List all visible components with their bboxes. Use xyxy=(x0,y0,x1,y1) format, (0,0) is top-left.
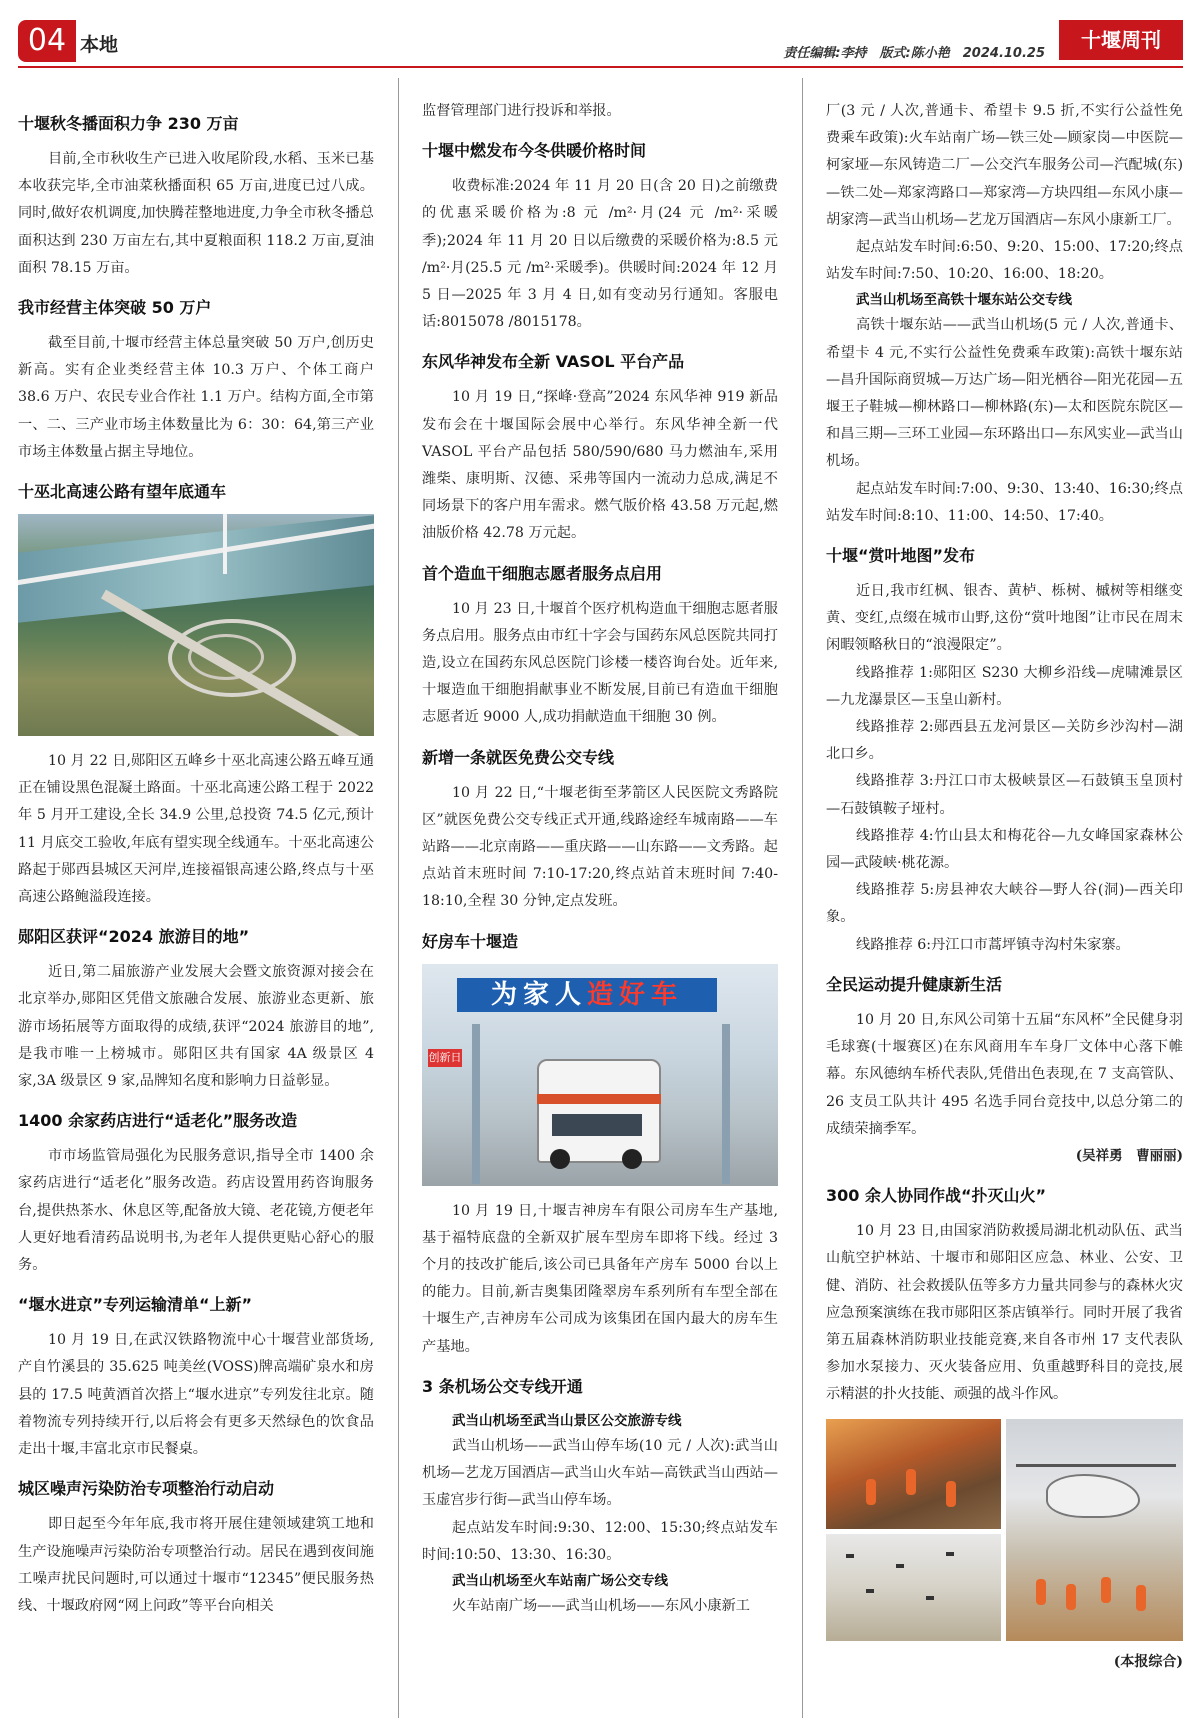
article-title: 我市经营主体突破 50 万户 xyxy=(18,298,212,318)
article-body: 10 月 22 日,“十堰老街至茅箭区人民医院文秀路院区”就医免费公交专线正式开通,线路途经车城南路——车站路——北京南路——重庆路——山东路——文秀路。起点站首末班时间 7:10-17:20,终点站首末班时间 7:40-18:10,全程 30 分钟,定点发班。 xyxy=(422,784,778,910)
article-body: 10 月 19 日,十堰吉神房车有限公司房车生产基地,基于福特底盘的全新双扩展车型房车即将下线。经过 3 个月的技改扩能后,该公司已具备年产房车 5000 台以上的能力。目前,新吉奥集团隆翠房车系列所有车型全部在十堰生产,吉神房车公司成为该集团在国内最大的房车生产基地。 xyxy=(422,1202,778,1355)
article-body: 10 月 20 日,东风公司第十五届“东风杯”全民健身羽毛球赛(十堰赛区)在东风商用车车身厂文体中心落下帷幕。东风德纳车桥代表队,凭借出色表现,在 7 支高管队、26 支员工队共计 495 名选手同台竞技中,以总分第二的成绩荣摘季军。 xyxy=(826,1011,1183,1137)
article-title: “堰水进京”专列运输清单“上新” xyxy=(18,1295,253,1315)
author-credit: (吴祥勇 曹丽丽) xyxy=(1075,1147,1183,1164)
article-title: 十巫北高速公路有望年底通车 xyxy=(18,482,227,502)
article-body-continued: 监督管理部门进行投诉和举报。 xyxy=(422,103,621,119)
article-body: 线路推荐 6:丹江口市蒿坪镇寺沟村朱家寨。 xyxy=(856,936,1130,953)
article-body: 收费标准:2024 年 11 月 20 日(含 20 日)之前缴费的优惠采暖价格为:8 元 /m²·月(24 元 /m²·采暖季);2024 年 11 月 20 日以后缴费的采暖价格为:8.5 元 /m²·月(25.5 元 /m²·采暖季)。供暖时间:2024 年 12 月 5 日—2025 年 3 月 4 日,如有变动另行通知。客服电话:8015078 /8015178。 xyxy=(422,178,778,331)
article-body: 10 月 22 日,郧阳区五峰乡十巫北高速公路五峰互通正在铺设黑色混凝土路面。十巫北高速公路工程于 2022 年 5 月开工建设,全长 34.9 公里,总投资 74.5 亿元,预计 11 月底交工验收,年底有望实现全线通车。十巫北高速公路起于郧西县城区天河岸,连接福银高速公路,终点与十巫高速公路鲍溢段连接。 xyxy=(18,753,374,906)
article-body: 火车站南广场——武当山机场——东风小康新工 xyxy=(452,1597,750,1614)
article-body: 起点站发车时间:6:50、9:20、15:00、17:20;终点站发车时间:7:50、10:20、16:00、18:20。 xyxy=(826,239,1183,283)
article-title: 300 余人协同作战“扑灭山火” xyxy=(826,1186,1047,1206)
article-title: 好房车十堰造 xyxy=(422,931,519,951)
article-title: 十堰中燃发布今冬供暖价格时间 xyxy=(422,141,647,161)
article-body: 武当山机场——武当山停车场(10 元 / 人次):武当山机场—艺龙万国酒店—武当山火车站—高铁武当山西站—玉虚宫步行街—武当山停车场。 xyxy=(422,1437,778,1509)
article-body: 线路推荐 3:丹江口市太极峡景区—石鼓镇玉皇顶村—石鼓镇鞍子垭村。 xyxy=(826,773,1183,817)
article-body: 起点站发车时间:7:00、9:30、13:40、16:30;终点站发车时间:8:10、11:00、14:50、17:40。 xyxy=(826,480,1183,524)
article-subtitle: 武当山机场至高铁十堰东站公交专线 xyxy=(856,292,1072,309)
article-body-continued: 厂(3 元 / 人次,普通卡、希望卡 9.5 折,不实行公益性免费乘车政策):火车站南广场—铁三处—顾家岗—中医院—柯家垭—东风铸造二厂—公交汽车服务公司—汽配城(东)—铁二处—郑家湾路口—郑家湾—方块四组—东风小康—胡家湾—武当山机场—艺龙万国酒店—东风小康新工厂。 xyxy=(826,103,1183,228)
factory-banner: 为家人造好车 xyxy=(457,978,717,1012)
article-title: 十堰秋冬播面积力争 230 万亩 xyxy=(18,114,239,133)
source-credit: (本报综合) xyxy=(1113,1653,1183,1670)
factory-sign: 创新日 xyxy=(428,1049,462,1067)
editor-credits: 责任编辑:李持 版式:陈小艳 2024.10.25 xyxy=(783,46,1045,61)
article-title: 全民运动提升健康新生活 xyxy=(826,974,1003,994)
article-subtitle: 武当山机场至武当山景区公交旅游专线 xyxy=(452,1412,682,1429)
column-2 xyxy=(422,98,778,1620)
helicopter-photo xyxy=(1006,1419,1183,1641)
article-title: 十堰“赏叶地图”发布 xyxy=(826,546,976,566)
article-title: 郧阳区获评“2024 旅游目的地” xyxy=(18,927,250,947)
article-body: 10 月 23 日,由国家消防救援局湖北机动队伍、武当山航空护林站、十堰市和郧阳区应急、林业、公安、卫健、消防、社会救援队伍等多方力量共同参与的森林火灾应急预案演练在我市郧阳区茶店镇举行。同时开展了我省第五届森林消防职业技能竞赛,来自各市州 17 支代表队参加水泵接力、灭火装备应用、负重越野科目的竞技,展示精湛的扑火技能、顽强的战斗作风。 xyxy=(826,1223,1183,1403)
article-title: 城区噪声污染防治专项整治行动启动 xyxy=(18,1479,275,1499)
article-body: 目前,全市秋收生产已进入收尾阶段,水稻、玉米已基本收获完毕,全市油菜秋播面积 65 万亩,进度已过八成。同时,做好农机调度,加快腾茬整地进度,力争全市秋冬播总面积达到 230 万亩左右,其中夏粮面积 118.2 万亩,夏油面积 78.15 万亩。 xyxy=(18,151,374,276)
article-body: 线路推荐 2:郧西县五龙河景区—关防乡沙沟村—湖北口乡。 xyxy=(826,719,1183,763)
article-title: 3 条机场公交专线开通 xyxy=(422,1376,583,1396)
firefighters-photo xyxy=(826,1419,1001,1529)
article-body: 线路推荐 1:郧阳区 S230 大柳乡沿线—虎啸滩景区—九龙瀑景区—玉皇山新村。 xyxy=(826,664,1183,708)
article-title: 1400 余家药店进行“适老化”服务改造 xyxy=(18,1111,298,1131)
page-header xyxy=(18,20,1183,62)
article-subtitle: 武当山机场至火车站南广场公交专线 xyxy=(452,1572,668,1589)
column-1 xyxy=(18,98,374,1620)
column-divider xyxy=(802,78,803,1718)
column-3 xyxy=(826,98,1183,1676)
page-number: 04 xyxy=(18,20,76,62)
article-body: 线路推荐 5:房县神农大峡谷—野人谷(洞)—西关印象。 xyxy=(826,882,1183,926)
article-body: 起点站发车时间:9:30、12:00、15:30;终点站发车时间:10:50、13:30、16:30。 xyxy=(422,1519,778,1563)
rv-factory-photo xyxy=(422,964,778,1186)
article-body: 即日起至今年年底,我市将开展住建领域建筑工地和生产设施噪声污染防治专项整治行动。居民在遇到夜间施工噪声扰民问题时,可以通过十堰市“12345”便民服务热线、十堰政府网“网上问政”等平台向相关 xyxy=(18,1516,374,1614)
article-body: 10 月 19 日,“探峰·登高”2024 东风华神 919 新品发布会在十堰国际会展中心举行。东风华神全新一代 VASOL 平台产品包括 580/590/680 马力燃油车,采用潍柴、康明斯、汉德、采弗等国内一流动力总成,满足不同场景下的客户用车需求。燃气版价格 43.58 万元起,燃油版价格 42.78 万元起。 xyxy=(422,389,778,542)
column-divider xyxy=(398,78,399,1718)
fire-drill-photos xyxy=(826,1419,1183,1641)
header-rule xyxy=(18,66,1183,68)
article-body: 截至目前,十堰市经营主体总量突破 50 万户,创历史新高。实有企业类经营主体 10.3 万户、个体工商户 38.6 万户、农民专业合作社 1.1 万户。结构方面,全市第一、二、三产业市场主体数量比为 6：30：64,第三产业市场主体数量占据主导地位。 xyxy=(18,335,374,460)
article-body: 线路推荐 4:竹山县太和梅花谷—九女峰国家森林公园—武陵峡·桃花源。 xyxy=(826,827,1183,872)
article-title: 首个造血干细胞志愿者服务点启用 xyxy=(422,563,663,583)
article-body: 10 月 19 日,在武汉铁路物流中心十堰营业部货场,产自竹溪县的 35.625 吨美丝(VOSS)牌高端矿泉水和房县的 17.5 吨黄酒首次搭上“堰水进京”专列发往北京。随着物流专列持续开行,以后将会有更多天然绿色的饮食品走出十堰,丰富北京市民餐桌。 xyxy=(18,1332,374,1458)
article-title: 新增一条就医免费公交专线 xyxy=(422,747,615,767)
article-title: 东风华神发布全新 VASOL 平台产品 xyxy=(422,352,685,372)
drones-photo xyxy=(826,1534,1001,1641)
article-body: 近日,我市红枫、银杏、黄栌、栎树、槭树等相继变黄、变红,点缀在城市山野,这份“赏叶地图”让市民在周末闲暇领略秋日的“浪漫限定”。 xyxy=(826,583,1183,654)
article-body: 市市场监管局强化为民服务意识,指导全市 1400 余家药店进行“适老化”服务改造。药店设置用药咨询服务台,提供热茶水、休息区等,配备放大镜、老花镜,方便老年人更好地看清药品说明书,为老年人提供更贴心舒心的服务。 xyxy=(18,1148,374,1274)
highway-bridge-photo xyxy=(18,514,374,736)
article-body: 10 月 23 日,十堰首个医疗机构造血干细胞志愿者服务点启用。服务点由市红十字会与国药东风总医院共同打造,设立在国药东风总医院门诊楼一楼咨询台处。近年来,十堰造血干细胞捐献事业不断发展,目前已有造血干细胞志愿者近 9000 人,成功捐献造血干细胞 30 例。 xyxy=(422,600,778,726)
section-name: 本地 xyxy=(80,34,119,56)
article-body: 高铁十堰东站——武当山机场(5 元 / 人次,普通卡、希望卡 4 元,不实行公益性免费乘车政策):高铁十堰东站—昌升国际商贸城—万达广场—阳光栖谷—阳光花园—五堰王子鞋城—柳林路口—柳林路(东)—太和医院东院区—和昌三期—三环工业园—东环路出口—东风实业—武当山机场。 xyxy=(826,317,1183,470)
article-body: 近日,第二届旅游产业发展大会暨文旅资源对接会在北京举办,郧阳区凭借文旅融合发展、旅游业态更新、旅游市场拓展等方面取得的成绩,获评“2024 旅游目的地”,是我市唯一上榜城市。郧阳区共有国家 4A 级景区 4 家,3A 级景区 9 家,品牌知名度和影响力日益彰显。 xyxy=(18,964,374,1090)
brand-logo: 十堰周刊 xyxy=(1059,20,1183,60)
